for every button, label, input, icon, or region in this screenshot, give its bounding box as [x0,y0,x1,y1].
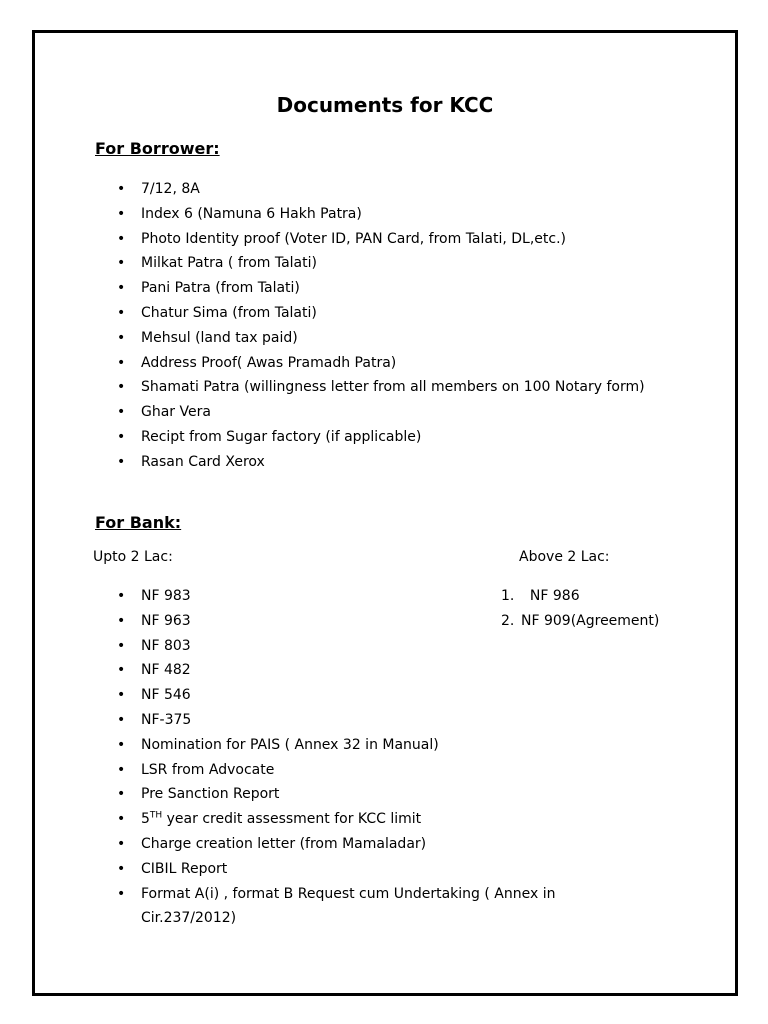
bullet-icon: • [117,761,126,778]
bullet-icon: • [117,662,126,679]
bank-heading: For Bank: [95,513,182,532]
list-item: • Milkat Patra ( from Talati) [117,251,645,276]
bullet-icon: • [117,205,126,222]
list-item: • NF 482 [117,658,611,683]
list-item: • Pre Sanction Report [117,782,611,807]
list-item: • Recipt from Sugar factory (if applicable) [117,425,645,450]
bullet-icon: • [117,329,126,346]
bank-upto-document-list [117,584,611,931]
bullet-icon: • [117,354,126,371]
list-number: 2. [501,612,515,629]
above-2-lac-label: Above 2 Lac: [519,549,610,565]
list-item: • Ghar Vera [117,400,645,425]
list-item: • 7/12, 8A [117,177,645,202]
list-item: • Chatur Sima (from Talati) [117,301,645,326]
list-item: • NF 546 [117,683,611,708]
bullet-icon: • [117,379,126,396]
bank-above-document-list [501,584,659,634]
document-frame [32,30,738,996]
bullet-icon: • [117,835,126,852]
list-item: 1. NF 986 [501,584,659,609]
borrower-document-list [117,177,645,475]
list-item: • 5TH year credit assessment for KCC limit [117,807,611,832]
bullet-icon: • [117,230,126,247]
list-item: • Rasan Card Xerox [117,450,645,475]
list-item: • CIBIL Report [117,857,611,882]
list-item: • LSR from Advocate [117,758,611,783]
upto-2-lac-label: Upto 2 Lac: [93,549,173,565]
list-item: • NF 983 [117,584,611,609]
list-item: • Address Proof( Awas Pramadh Patra) [117,351,645,376]
bullet-icon: • [117,736,126,753]
bullet-icon: • [117,860,126,877]
list-item: • Mehsul (land tax paid) [117,326,645,351]
list-item: • NF-375 [117,708,611,733]
bullet-icon: • [117,280,126,297]
bullet-icon: • [117,255,126,272]
bullet-icon: • [117,885,126,902]
list-number: 1. [501,588,515,604]
bullet-icon: • [117,612,126,629]
list-item: • Format A(i) , format B Request cum Undertaking ( Annex in Cir.237/2012) [117,882,611,932]
bullet-icon: • [117,304,126,321]
list-item: • Shamati Patra (willingness letter from all members on 100 Notary form) [117,375,645,400]
borrower-heading: For Borrower: [95,139,220,158]
list-item: • NF 803 [117,634,611,659]
list-item: • Nomination for PAIS ( Annex 32 in Manual) [117,733,611,758]
bullet-icon: • [117,404,126,421]
bullet-icon: • [117,428,126,445]
bullet-icon: • [117,453,126,470]
list-item: 2. NF 909(Agreement) [501,609,659,634]
bullet-icon: • [117,181,126,197]
list-item: • NF 963 [117,609,611,634]
bullet-icon: • [117,786,126,803]
bullet-icon: • [117,588,126,604]
bullet-icon: • [117,811,126,828]
bullet-icon: • [117,711,126,728]
document-title: Documents for KCC [276,93,494,117]
list-item: • Charge creation letter (from Mamaladar) [117,832,611,857]
bullet-icon: • [117,687,126,704]
list-item: • Pani Patra (from Talati) [117,276,645,301]
list-item: • Index 6 (Namuna 6 Hakh Patra) [117,202,645,227]
list-item: • Photo Identity proof (Voter ID, PAN Card, from Talati, DL,etc.) [117,227,645,252]
bullet-icon: • [117,637,126,654]
